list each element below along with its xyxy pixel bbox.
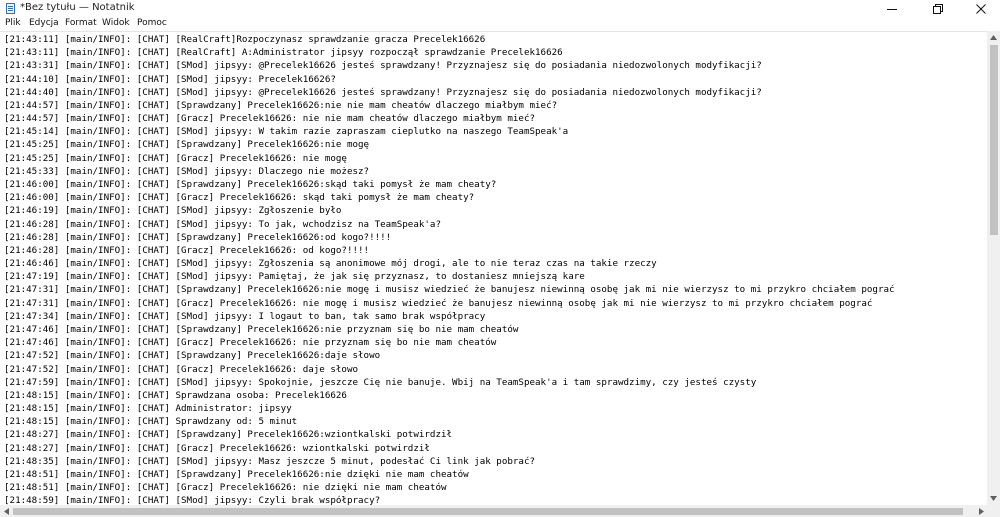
text-line: [21:45:33] [main/INFO]: [CHAT] [SMod] jipsyy: Dlaczego nie możesz? xyxy=(4,165,370,177)
text-line: [21:48:15] [main/INFO]: [CHAT] Administrator: jipsyy xyxy=(4,403,292,415)
text-line: [21:46:00] [main/INFO]: [CHAT] [Gracz] Precelek16626: skąd taki pomysł że mam cheaty? xyxy=(4,192,475,204)
notepad-icon xyxy=(6,3,15,14)
text-line: [21:48:15] [main/INFO]: [CHAT] Sprawdzany od: 5 minut xyxy=(4,416,298,428)
chevron-left-icon xyxy=(4,508,9,515)
horizontal-scroll-thumb[interactable] xyxy=(13,508,963,515)
text-line: [21:47:52] [main/INFO]: [CHAT] [Sprawdzany] Precelek16626:daje słowo xyxy=(4,350,381,362)
text-line: [21:48:27] [main/INFO]: [CHAT] [Sprawdzany] Precelek16626:wziontkalski potwirdził xyxy=(4,429,453,441)
scrollbar-corner xyxy=(987,505,1000,517)
chevron-right-icon xyxy=(979,508,984,515)
text-line: [21:48:35] [main/INFO]: [CHAT] [SMod] jipsyy: Masz jeszcze 5 minut, podesłać Ci link jak pobrać? xyxy=(4,455,536,467)
text-line: [21:43:31] [main/INFO]: [CHAT] [SMod] jipsyy: @Precelek16626 jesteś sprawdzany! Przyznajesz się do posiadania niedozwolonych modyfikacji? xyxy=(4,60,762,72)
text-line: [21:44:57] [main/INFO]: [CHAT] [Sprawdzany] Precelek16626:nie nie mam cheatów dlaczego miałbym mieć? xyxy=(4,99,558,111)
chevron-up-icon xyxy=(990,35,997,40)
text-line: [21:47:19] [main/INFO]: [CHAT] [SMod] jipsyy: Pamiętaj, że jak się przyznasz, to dostaniesz mniejszą kare xyxy=(4,271,585,283)
text-line: [21:44:10] [main/INFO]: [CHAT] [SMod] jipsyy: Precelek16626? xyxy=(4,73,336,85)
text-line: [21:46:46] [main/INFO]: [CHAT] [SMod] jipsyy: Zgłoszenia są anonimowe mój drogi, ale to nie teraz czas na takie rzeczy xyxy=(4,258,657,270)
scroll-left-button[interactable] xyxy=(0,505,12,517)
text-line: [21:43:11] [main/INFO]: [CHAT] [RealCraft] A:Administrator jipsyy rozpoczął sprawdzanie Precelek16626 xyxy=(4,47,563,59)
text-line: [21:45:25] [main/INFO]: [CHAT] [Sprawdzany] Precelek16626:nie mogę xyxy=(4,139,370,151)
window-title: *Bez tytułu — Notatnik xyxy=(20,2,135,13)
scroll-right-button[interactable] xyxy=(975,505,987,517)
scroll-up-button[interactable] xyxy=(987,31,1000,44)
horizontal-scrollbar[interactable] xyxy=(0,505,987,517)
menu-format[interactable]: Format xyxy=(65,18,97,28)
minimize-button[interactable] xyxy=(869,0,915,17)
text-line: [21:47:31] [main/INFO]: [CHAT] [Sprawdzany] Precelek16626:nie mogę i musisz wiedzieć że banujesz niewinną osobę jak mi nie wierzysz to mi przykro chciałem pograć xyxy=(4,284,895,296)
menu-bar xyxy=(0,17,1000,31)
restore-icon xyxy=(933,4,943,14)
text-line: [21:43:11] [main/INFO]: [CHAT] [RealCraft]Rozpoczynasz sprawdzanie gracza Precelek16626 xyxy=(4,34,486,45)
close-button[interactable] xyxy=(961,0,1000,17)
text-line: [21:46:28] [main/INFO]: [CHAT] [Gracz] Precelek16626: od kogo?!!!! xyxy=(4,244,370,256)
text-line: [21:48:59] [main/INFO]: [CHAT] [SMod] jipsyy: Czyli brak współpracy? xyxy=(4,495,381,505)
text-line: [21:48:15] [main/INFO]: [CHAT] Sprawdzana osoba: Precelek16626 xyxy=(4,389,347,401)
text-line: [21:45:25] [main/INFO]: [CHAT] [Gracz] Precelek16626: nie mogę xyxy=(4,152,347,164)
chevron-down-icon xyxy=(990,496,997,501)
text-line: [21:44:40] [main/INFO]: [CHAT] [SMod] jipsyy: @Precelek16626 jesteś sprawdzany! Przyznajesz się do posiadania niedozwolonych modyfikacji? xyxy=(4,86,762,98)
maximize-button[interactable] xyxy=(915,0,961,17)
text-line: [21:46:19] [main/INFO]: [CHAT] [SMod] jipsyy: Zgłoszenie było xyxy=(4,205,342,217)
scroll-down-button[interactable] xyxy=(987,492,1000,505)
text-line: [21:44:57] [main/INFO]: [CHAT] [Gracz] Precelek16626: nie nie mam cheatów dlaczego miałbym mieć? xyxy=(4,113,536,125)
text-line: [21:48:27] [main/INFO]: [CHAT] [Gracz] Precelek16626: wziontkalski potwirdził xyxy=(4,442,430,454)
text-line: [21:47:34] [main/INFO]: [CHAT] [SMod] jipsyy: I logaut to ban, tak samo brak współpracy xyxy=(4,310,486,322)
text-line: [21:46:28] [main/INFO]: [CHAT] [Sprawdzany] Precelek16626:od kogo?!!!! xyxy=(4,231,392,243)
text-line: [21:47:31] [main/INFO]: [CHAT] [Gracz] Precelek16626: nie mogę i musisz wiedzieć że banujesz niewinną osobę jak mi nie wierzysz to mi przykro chciałem pograć xyxy=(4,297,873,309)
text-line: [21:48:51] [main/INFO]: [CHAT] [Gracz] Precelek16626: nie dzięki nie mam cheatów xyxy=(4,482,447,494)
text-editor[interactable] xyxy=(0,31,987,505)
close-icon xyxy=(976,4,986,14)
menu-file[interactable]: Plik xyxy=(5,18,21,28)
menu-edit[interactable]: Edycja xyxy=(29,18,59,28)
text-line: [21:46:00] [main/INFO]: [CHAT] [Sprawdzany] Precelek16626:skąd taki pomysł że mam cheaty? xyxy=(4,178,497,190)
text-line: [21:47:46] [main/INFO]: [CHAT] [Gracz] Precelek16626: nie przyznam się bo nie mam cheatów xyxy=(4,337,497,349)
vertical-scrollbar[interactable] xyxy=(987,31,1000,505)
text-line: [21:46:28] [main/INFO]: [CHAT] [SMod] jipsyy: To jak, wchodzisz na TeamSpeak'a? xyxy=(4,218,441,230)
text-line: [21:47:59] [main/INFO]: [CHAT] [SMod] jipsyy: Spokojnie, jeszcze Cię nie banuje. Wbij na TeamSpeak'a i tam sprawdzimy, czy jesteś czysty xyxy=(4,376,757,388)
vertical-scroll-thumb[interactable] xyxy=(990,45,998,235)
title-bar xyxy=(0,0,1000,17)
minimize-icon xyxy=(887,4,897,14)
menu-view[interactable]: Widok xyxy=(102,18,130,28)
menu-help[interactable]: Pomoc xyxy=(137,18,167,28)
text-line: [21:47:52] [main/INFO]: [CHAT] [Gracz] Precelek16626: daje słowo xyxy=(4,363,359,375)
text-line: [21:45:14] [main/INFO]: [CHAT] [SMod] jipsyy: W takim razie zapraszam cieplutko na naszego TeamSpeak'a xyxy=(4,126,569,138)
text-line: [21:47:46] [main/INFO]: [CHAT] [Sprawdzany] Precelek16626:nie przyznam się bo nie mam cheatów xyxy=(4,323,519,335)
text-line: [21:48:51] [main/INFO]: [CHAT] [Sprawdzany] Precelek16626:nie dzięki nie mam cheatów xyxy=(4,468,469,480)
